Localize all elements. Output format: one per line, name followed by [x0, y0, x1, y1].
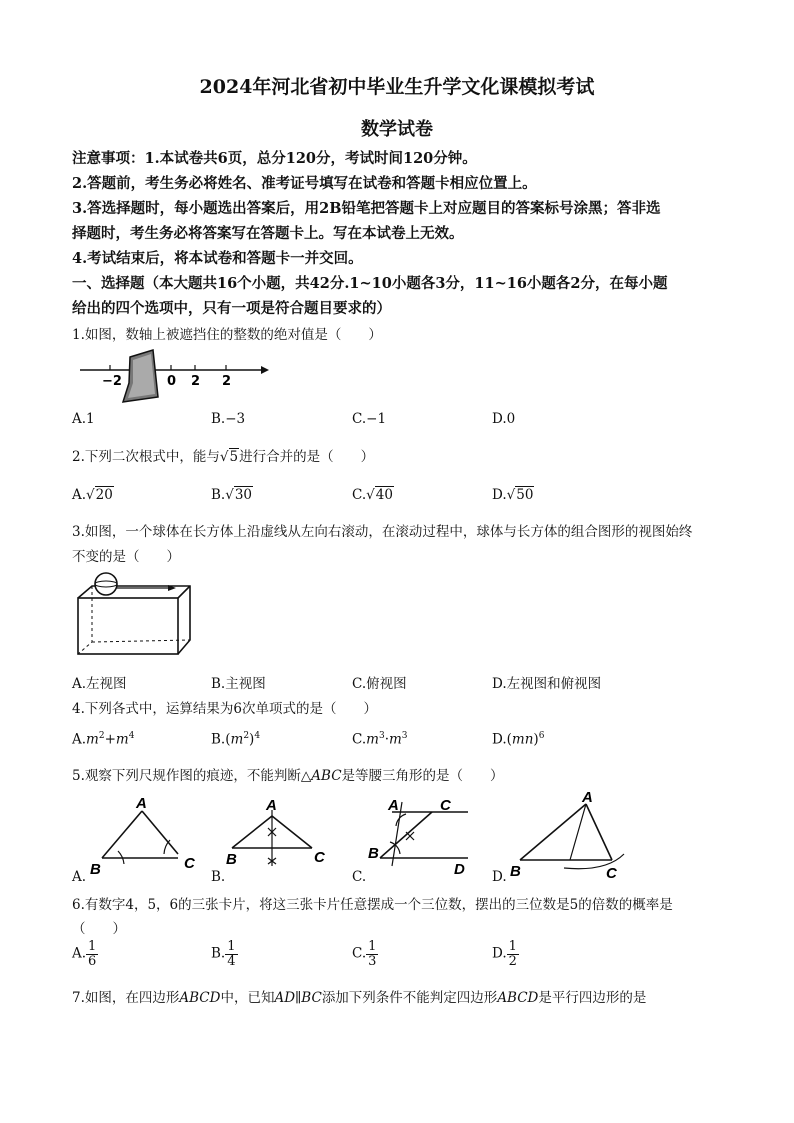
- note-line-1: 注意事项：1.本试卷共6页，总分120分，考试时间120分钟。: [72, 150, 477, 167]
- q2-option-b: B.√30: [211, 487, 253, 503]
- axis-label-2a: 2: [191, 374, 201, 389]
- section-heading-2: 给出的四个选项中，只有一项是符合题目要求的）: [72, 300, 391, 317]
- q4-option-c: $C.m^3\cdot m^3$: [352, 731, 408, 748]
- fig-d-label-c: C: [606, 865, 617, 882]
- q3-option-c: C.俯视图: [352, 676, 407, 692]
- q3-cuboid-ball-figure: [72, 570, 202, 660]
- q4-option-a: $A.m^2+m^4$: [72, 731, 135, 748]
- q2-stem-radical: √5: [219, 449, 239, 465]
- fig-b-label-a: A: [266, 797, 277, 814]
- q6-option-c: C. $\frac{1}{3}$: [352, 939, 377, 969]
- exam-subtitle: 数学试卷: [361, 119, 433, 140]
- note-line-5: 4.考试结束后，将本试卷和答题卡一并交回。: [72, 250, 363, 267]
- number-line-arrow: [261, 366, 269, 374]
- note-line-2: 2.答题前，考生务必将姓名、准考证号填写在试卷和答题卡相应位置上。: [72, 175, 537, 192]
- q5-option-c: C.: [352, 869, 367, 885]
- fig-a-label-b: B: [90, 861, 101, 878]
- cuboid-hidden-edge-bottom: [92, 640, 190, 642]
- exam-title: 2024年河北省初中毕业生升学文化课模拟考试: [199, 76, 595, 98]
- axis-label-2b: 2: [222, 374, 232, 389]
- q1-option-d: D.0: [492, 411, 516, 427]
- q3-stem-2: 不变的是（ ）: [72, 549, 180, 565]
- q5-option-a: A.: [72, 869, 87, 885]
- q6-option-d: D. $\frac{1}{2}$: [492, 939, 517, 969]
- q2-option-a: A.√20: [72, 487, 113, 503]
- section-heading-1: 一、选择题（本大题共16个小题，共42分.1~10小题各3分，11~16小题各2分，在每小题: [72, 275, 668, 292]
- fig-a-label-c: C: [184, 855, 195, 872]
- fig-b-label-b: B: [226, 851, 237, 868]
- cuboid-edge: [178, 586, 190, 598]
- q3-option-d: D.左视图和俯视图: [492, 676, 602, 692]
- fig-c-label-c: C: [440, 797, 451, 814]
- q2-option-d: D.√50: [492, 487, 534, 503]
- fig-c-label-a: A: [388, 797, 399, 814]
- q6-stem-1: 6.有数字4，5，6的三张卡片，将这三张卡片任意摆成一个三位数，摆出的三位数是5的倍数的概率是: [72, 897, 673, 913]
- q2-option-c: C.√40: [352, 487, 393, 503]
- q5-figure-a: [88, 796, 208, 876]
- q6-option-a: A. $\frac{1}{6}$: [72, 939, 97, 969]
- fig-c-label-b: B: [368, 845, 379, 862]
- q4-option-d: D.(mn)$^6$: [492, 731, 545, 748]
- q1-option-b: B.−3: [211, 411, 246, 427]
- q2-stem-radicand: 5: [229, 449, 239, 465]
- q1-option-c: C.−1: [352, 411, 387, 427]
- q5-figure-c: [366, 794, 486, 878]
- q3-option-b: B.主视图: [211, 676, 266, 692]
- fig-c-label-d: D: [454, 861, 465, 878]
- q4-stem: 4.下列各式中，运算结果为6次单项式的是（ ）: [72, 701, 377, 717]
- fig-b-label-c: C: [314, 849, 325, 866]
- q5-option-b: B.: [211, 869, 226, 885]
- fig-d-label-b: B: [510, 863, 521, 880]
- q1-option-a: A.1: [72, 411, 95, 427]
- q6-stem-2: （ ）: [72, 921, 126, 937]
- q4-option-b: $B.(m^2)^4$: [211, 731, 261, 748]
- fig-d-label-a: A: [582, 789, 593, 806]
- q1-stem: 1.如图，数轴上被遮挡住的整数的绝对值是（ ）: [72, 327, 382, 343]
- q3-option-a: A.左视图: [72, 676, 127, 692]
- axis-label-m2: −2: [102, 374, 122, 389]
- q1-number-line-figure: [75, 345, 275, 405]
- q2-stem-post: 进行合并的是（ ）: [239, 449, 375, 465]
- ball: [95, 573, 117, 595]
- q5-figure-b: [222, 797, 342, 870]
- q2-stem-pre: 2.下列二次根式中，能与: [72, 449, 220, 465]
- note-line-3: 3.答选择题时，每小题选出答案后，用2B铅笔把答题卡上对应题目的答案标号涂黑；答非选: [72, 200, 661, 217]
- q5-figure-d: [506, 788, 636, 880]
- cuboid-front-face: [78, 598, 178, 654]
- q7-stem: 7.如图，在四边形ABCD中，已知AD∥BC添加下列条件不能判定四边形ABCD是平行四边形的是: [72, 990, 647, 1006]
- q5-option-d: D.: [492, 869, 507, 885]
- fig-a-label-a: A: [136, 795, 147, 812]
- cuboid-back-edges: [78, 586, 190, 654]
- q6-option-b: B. $\frac{1}{4}$: [211, 939, 236, 969]
- axis-label-0: 0: [167, 374, 177, 389]
- q5-stem: 5.观察下列尺规作图的痕迹，不能判断△ABC是等腰三角形的是（ ）: [72, 768, 504, 784]
- q3-stem-1: 3.如图，一个球体在长方体上沿虚线从左向右滚动，在滚动过程中，球体与长方体的组合图形的视图始终: [72, 524, 693, 540]
- note-line-4: 择题时，考生务必将答案写在答题卡上。写在本试卷上无效。: [72, 225, 464, 242]
- q2-stem: [72, 445, 374, 465]
